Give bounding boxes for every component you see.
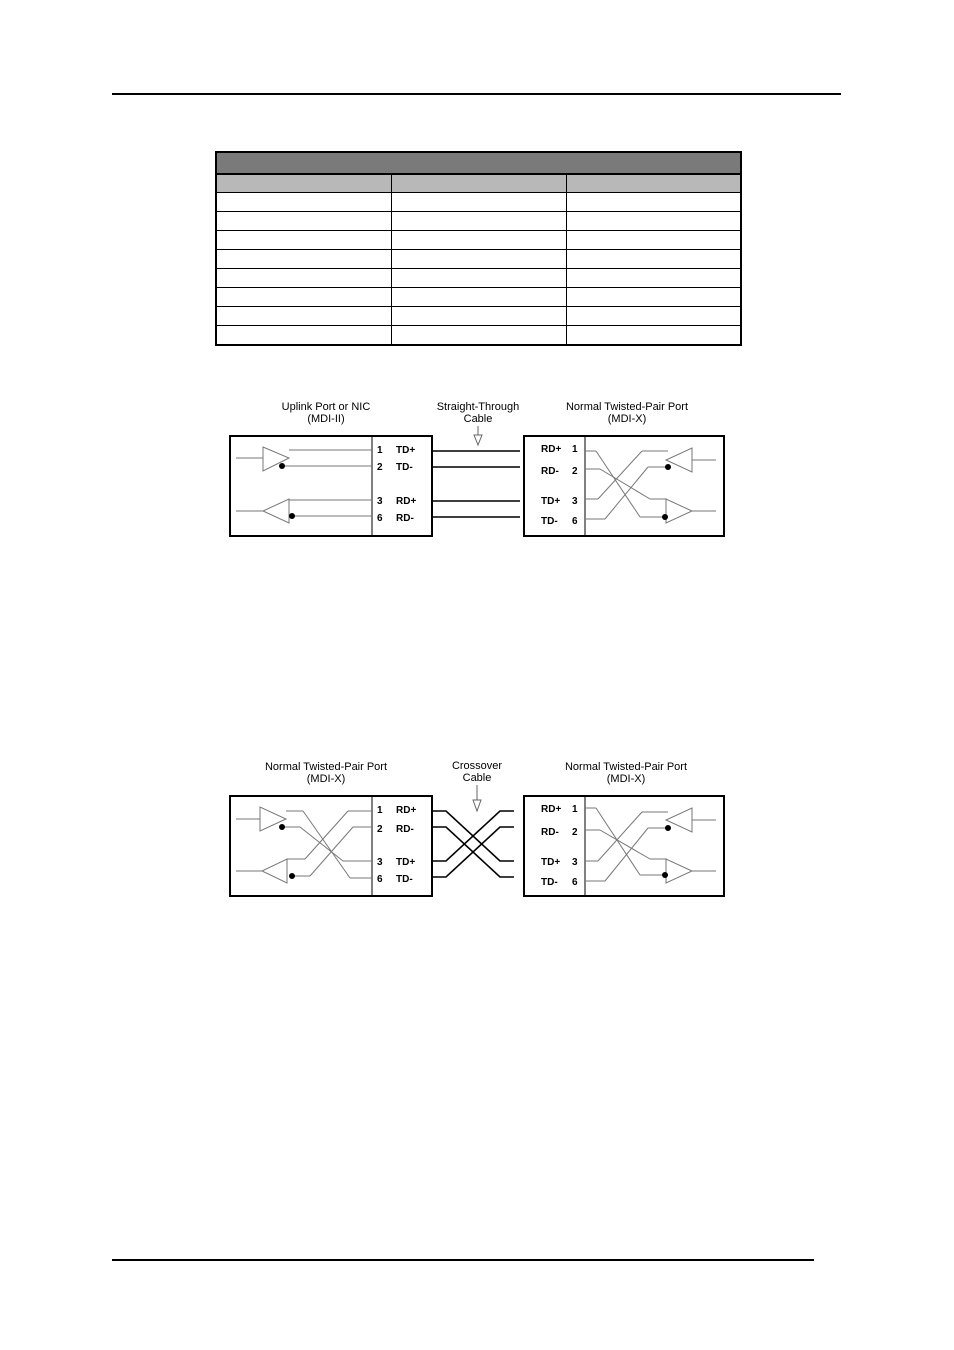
table-title-row [216, 152, 741, 174]
table-cell [566, 288, 741, 307]
pin-number: 3 [572, 496, 578, 507]
table-row [216, 269, 741, 288]
pin-number: 3 [572, 857, 578, 868]
table-cell [391, 231, 566, 250]
pin-number: 3 [377, 496, 383, 507]
table-cell [391, 250, 566, 269]
left-port-circuit [236, 807, 372, 883]
pin-signal: RD- [541, 466, 559, 477]
left-port-sublabel: (MDI-II) [307, 413, 345, 425]
pin-number: 6 [572, 877, 578, 888]
pin-signal: TD- [396, 462, 413, 473]
crossover-diagram [0, 755, 954, 905]
table-row [216, 307, 741, 326]
table-cell [216, 326, 391, 346]
crossover-cable-wires [432, 811, 514, 877]
junction-dot-icon [289, 513, 295, 519]
pin-number: 3 [377, 857, 383, 868]
pin-signal: RD- [396, 513, 414, 524]
table-cell [391, 288, 566, 307]
pin-number: 1 [377, 445, 383, 456]
cable-label: Crossover [451, 760, 503, 772]
pin-signal: RD+ [396, 805, 417, 816]
junction-dot-icon [662, 514, 668, 520]
table-cell [566, 269, 741, 288]
table-cell [216, 288, 391, 307]
table-cell [566, 326, 741, 346]
table-header-row [216, 174, 741, 193]
pin-number: 2 [377, 824, 383, 835]
table-cell [216, 269, 391, 288]
table-cell [216, 212, 391, 231]
pin-number: 6 [377, 874, 383, 885]
left-port-sublabel: (MDI-X) [306, 773, 346, 785]
table-row [216, 193, 741, 212]
pin-signal: TD- [541, 516, 558, 527]
pin-signal: TD- [541, 877, 558, 888]
pin-signal: RD+ [541, 444, 562, 455]
pin-number: 2 [572, 827, 578, 838]
right-port-circuit [585, 448, 716, 523]
column-header [216, 174, 391, 193]
table-cell [391, 193, 566, 212]
left-port-label: Uplink Port or NIC [281, 401, 371, 413]
straight-through-diagram [0, 395, 954, 545]
pin-number: 2 [377, 462, 383, 473]
pin-signal: TD+ [396, 445, 416, 456]
straight-cable-wires [432, 451, 520, 517]
pin-signal: TD+ [541, 496, 561, 507]
table-title [216, 152, 741, 174]
pin-number: 6 [572, 516, 578, 527]
cable-sublabel: Cable [462, 772, 492, 784]
pin-number: 1 [572, 444, 578, 455]
pin-signal: TD+ [396, 857, 416, 868]
table-cell [391, 326, 566, 346]
table-cell [216, 231, 391, 250]
junction-dot-icon [665, 464, 671, 470]
pin-signal: RD- [541, 827, 559, 838]
pin-number: 6 [377, 513, 383, 524]
junction-dot-icon [665, 825, 671, 831]
table-cell [566, 231, 741, 250]
table-row [216, 250, 741, 269]
junction-dot-icon [662, 872, 668, 878]
pin-number: 1 [377, 805, 383, 816]
cable-arrow-icon [474, 426, 482, 445]
table-row [216, 212, 741, 231]
pin-signal: RD- [396, 824, 414, 835]
table-cell [216, 193, 391, 212]
column-header [566, 174, 741, 193]
table-row [216, 288, 741, 307]
pin-signal: RD+ [541, 804, 562, 815]
table-cell [566, 250, 741, 269]
cable-arrow-icon [473, 785, 481, 811]
junction-dot-icon [279, 824, 285, 830]
table-row [216, 231, 741, 250]
pinout-table [215, 151, 742, 346]
pin-signal: TD+ [541, 857, 561, 868]
table-cell [391, 269, 566, 288]
footer-rule [112, 1259, 814, 1261]
right-port-label: Normal Twisted-Pair Port [565, 401, 689, 413]
junction-dot-icon [279, 463, 285, 469]
cable-sublabel: Cable [463, 413, 493, 425]
right-port-sublabel: (MDI-X) [607, 413, 647, 425]
table-cell [391, 307, 566, 326]
column-header [391, 174, 566, 193]
header-rule [112, 93, 841, 95]
right-port-circuit [585, 808, 716, 883]
pin-signal: RD+ [396, 496, 417, 507]
junction-dot-icon [289, 873, 295, 879]
right-port-sublabel: (MDI-X) [606, 773, 646, 785]
pin-number: 2 [572, 466, 578, 477]
table-cell [566, 193, 741, 212]
pin-signal: TD- [396, 874, 413, 885]
right-port-label: Normal Twisted-Pair Port [564, 761, 688, 773]
table-cell [566, 307, 741, 326]
table-cell [566, 212, 741, 231]
left-port-label: Normal Twisted-Pair Port [264, 761, 388, 773]
pin-number: 1 [572, 804, 578, 815]
left-port-circuit [236, 447, 372, 523]
cable-label: Straight-Through [436, 401, 520, 413]
table-row [216, 326, 741, 346]
table-cell [391, 212, 566, 231]
table-cell [216, 250, 391, 269]
table-cell [216, 307, 391, 326]
